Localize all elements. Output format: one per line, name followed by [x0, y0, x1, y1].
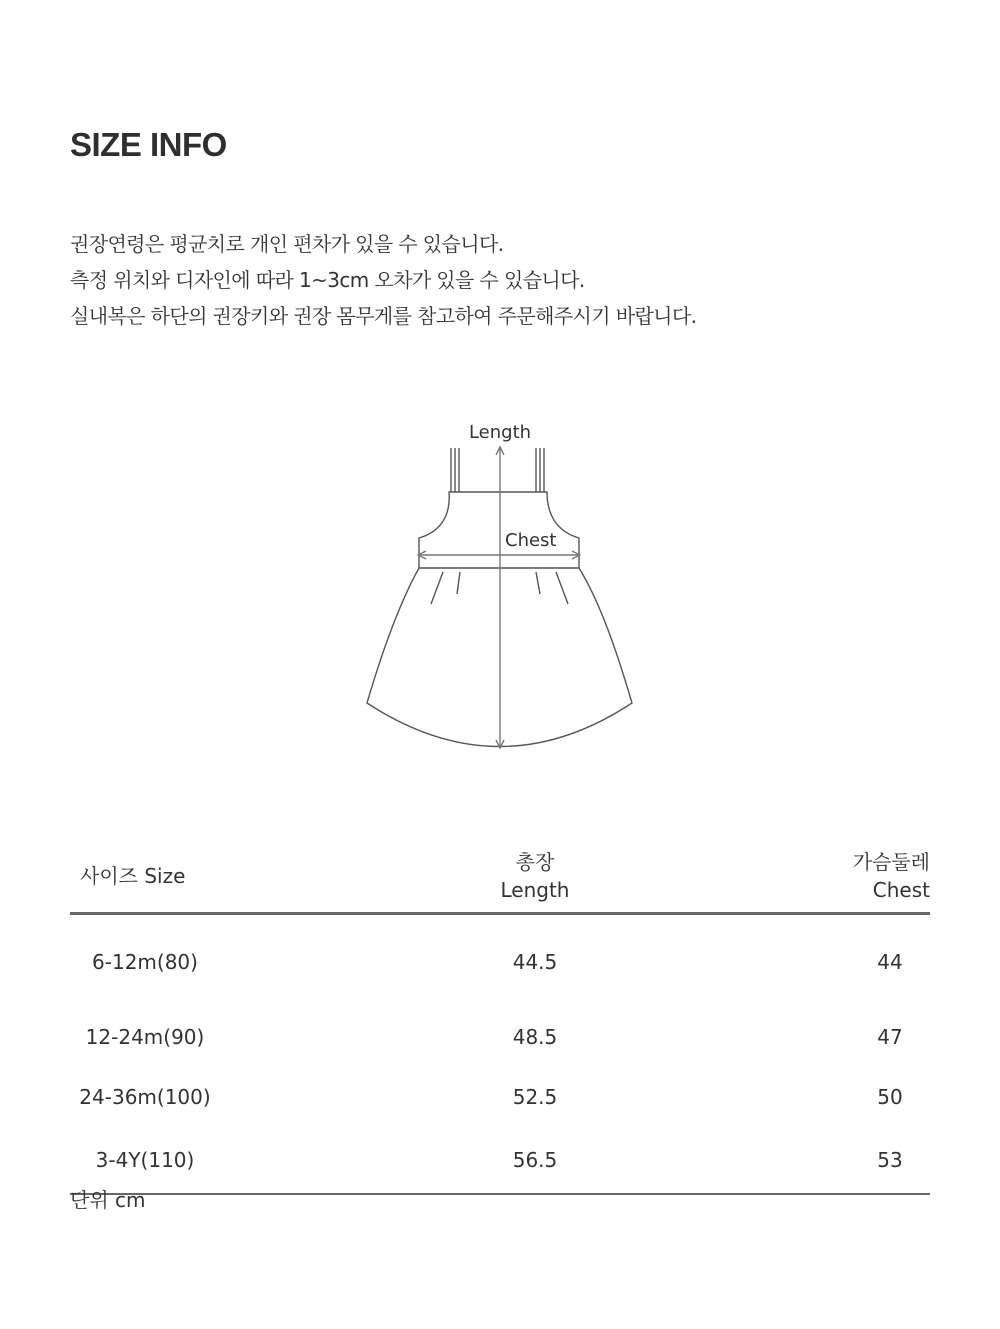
size-notes [70, 226, 696, 334]
table-row [70, 1067, 930, 1127]
unit-label: 단위 cm [70, 1188, 146, 1212]
table-row [70, 914, 930, 1008]
header-length-en: Length [500, 878, 570, 902]
cell-chest: 53 [850, 1127, 930, 1194]
table-row [70, 1127, 930, 1194]
cell-chest: 44 [877, 950, 903, 974]
cell-length: 48.5 [512, 1025, 558, 1049]
header-size-label: 사이즈 Size [80, 864, 186, 888]
dress-measurement-diagram [360, 412, 640, 757]
note-line: 실내복은 하단의 권장키와 권장 몸무게를 참고하여 주문해주시기 바랍니다. [70, 304, 697, 328]
cell-size: 3-4Y(110) [70, 1127, 220, 1194]
cell-length: 52.5 [512, 1085, 558, 1109]
cell-chest: 47 [877, 1025, 903, 1049]
header-size [70, 840, 220, 914]
header-chest-ko: 가슴둘레 [852, 850, 930, 874]
diagram-length-label: Length [468, 422, 532, 443]
cell-size: 24-36m(100) [79, 1085, 211, 1109]
cell-size: 6-12m(80) [92, 950, 198, 974]
page-title: SIZE INFO [70, 126, 227, 163]
cell-length: 56.5 [220, 1127, 850, 1194]
note-line: 권장연령은 평균치로 개인 편차가 있을 수 있습니다. [70, 232, 504, 256]
cell-size: 12-24m(90) [85, 1025, 205, 1049]
header-chest [850, 840, 930, 914]
cell-chest: 50 [877, 1085, 903, 1109]
diagram-chest-label: Chest [505, 530, 557, 551]
note-line: 측정 위치와 디자인에 따라 1~3cm 오차가 있을 수 있습니다. [70, 268, 585, 292]
header-length-ko: 총장 [515, 850, 555, 874]
table-row [70, 1007, 930, 1067]
table-header-row [70, 840, 930, 914]
size-table [70, 840, 930, 1195]
header-length [220, 840, 850, 914]
header-chest-en: Chest [872, 878, 930, 902]
cell-length: 44.5 [512, 950, 558, 974]
